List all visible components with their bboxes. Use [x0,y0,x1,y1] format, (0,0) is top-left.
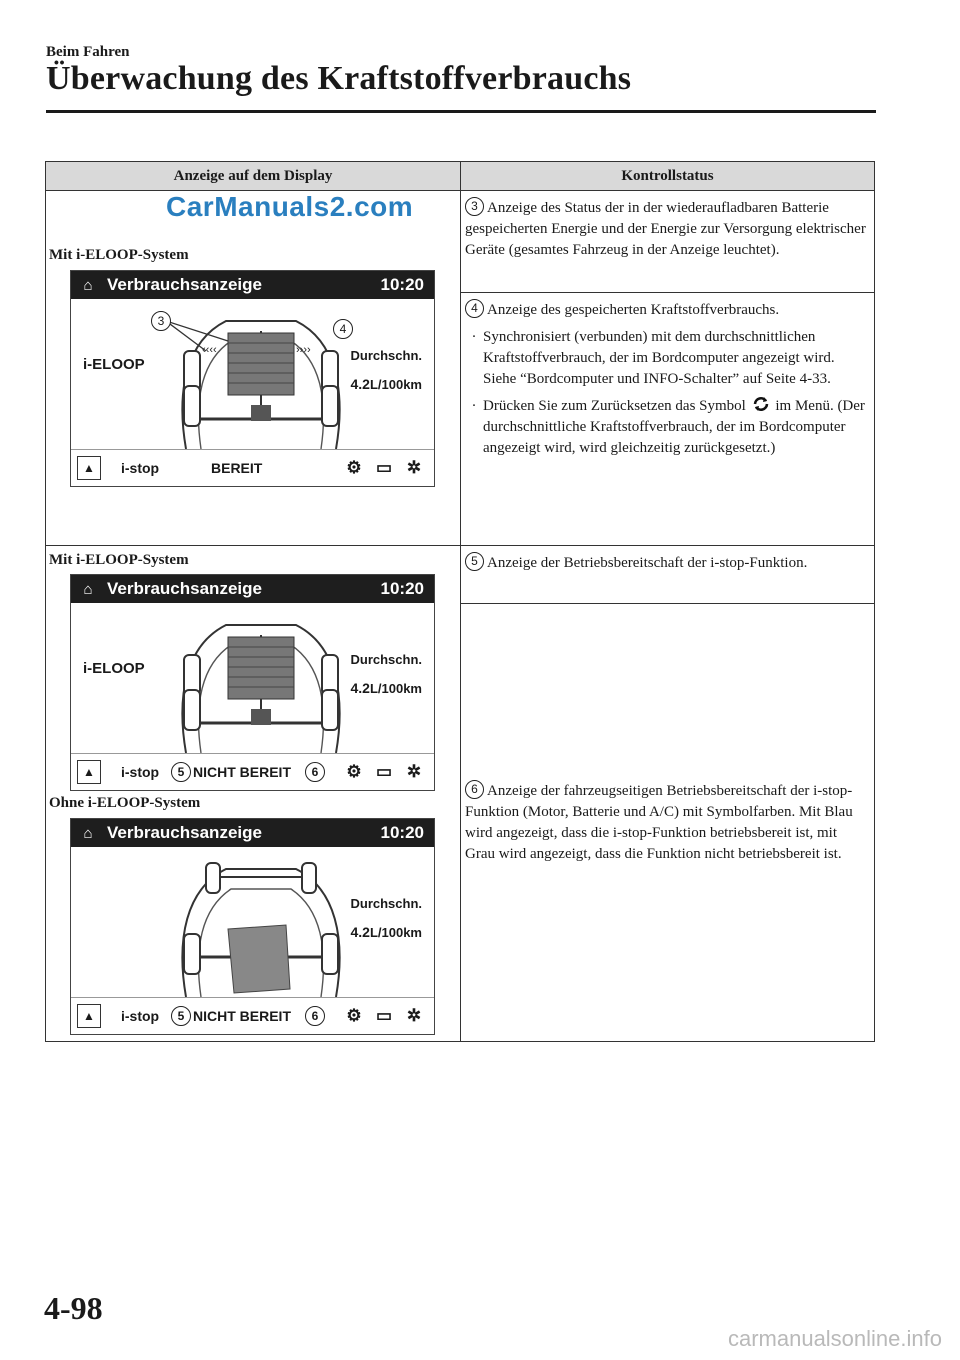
bullet-1: · Synchronisiert (verbunden) mit dem durchschnittlichen Kraftstoffverbrauch, der im Bordcomputer angezeigt wird. Siehe “Bordcomputer und INFO-Schalter” auf Seite 4-33. [471,329,835,387]
system-label-with-eloop-2: Mit i-ELOOP-System [49,552,189,568]
screen-title: Verbrauchsanzeige [107,823,262,842]
bullet-1-text: Synchronisiert (verbunden) mit dem durchschnittlichen Kraftstoffverbrauch, der im Bordcomputer angezeigt wird. [483,329,835,366]
average-unit: L/100km [369,377,422,392]
home-icon: ⌂ [83,580,93,598]
desc-4-text: Anzeige des gespeicherten Kraftstoffverbrauchs. [487,302,780,318]
cell-desc-6 [461,604,875,1042]
system-label-with-eloop: Mit i-ELOOP-System [49,247,189,263]
screen-header [71,819,434,847]
average-number: 4.2 [350,924,370,940]
screen-callout-4: 4 [333,319,353,339]
page-title: Überwachung des Kraftstoffverbrauchs [46,60,632,97]
battery-icon: ▭ [375,1006,393,1025]
callout-5: 5 [465,552,484,571]
average-unit: L/100km [369,681,422,696]
istop-label: i-stop [121,764,160,780]
battery-icon: ▭ [375,762,393,781]
average-number: 4.2 [350,376,370,392]
screen-no-eloop [70,818,435,1035]
fan-icon: ✲ [406,762,422,781]
desc-6-text: Anzeige der fahrzeugseitigen Betriebsbereitschaft der i-stop-Funktion (Motor, Batterie und A/C) mit Symbolfarben. Mit Blau wird angezeigt, dass die i-stop-Funktion betriebsbereit ist, mit Grau wird angezeigt, dass die Funktion nicht betriebsbereit ist. [465,783,853,862]
fan-icon: ✲ [406,1006,422,1025]
screen-callout-3: 3 [151,311,171,331]
callout-4: 4 [465,299,484,318]
vehicle-diagram [166,605,356,755]
vehicle-diagram [166,849,356,999]
cell-desc-4 [461,293,875,546]
watermark-logo: CarManuals2.com [166,191,414,222]
screen-title: Verbrauchsanzeige [107,275,262,294]
istop-label: i-stop [121,460,160,476]
istop-label: i-stop [121,1008,160,1024]
status-icons [342,1004,426,1028]
section-label: Beim Fahren [46,44,130,60]
bullet-2-text-b: im Menü. (Der durchschnittliche Kraftstoffverbrauch, der im Bordcomputer angezeigt wird, wird gleichzeitig zurückgesetzt.) [483,398,865,456]
engine-icon: ⚙ [346,458,362,477]
desc-3-text: Anzeige des Status der in der wiederaufladbaren Batterie gespeicherten Energie und der Energie zur Versorgung elektrischer Geräte (gesamtes Fahrzeug in der Anzeige leuchtet). [465,200,866,258]
screen-footer [71,997,434,1034]
eloop-label: i-ELOOP [83,356,145,373]
screen-footer [71,753,434,790]
bullet-2-text-a: Drücken Sie zum Zurücksetzen das Symbol [483,398,746,414]
fan-icon: ✲ [406,458,422,477]
istop-status: NICHT BEREIT [193,764,291,780]
screen-header [71,271,434,299]
bullet-2: · Drücken Sie zum Zurücksetzen das Symbol im Menü. (Der durchschnittliche Kraftstoffverbrauch, der im Bordcomputer angezeigt wird, wird gleichzeitig zurückgesetzt.) [471,398,865,456]
desc-5-text: Anzeige der Betriebsbereitschaft der i-stop-Funktion. [487,555,808,571]
cell-desc-3 [461,191,875,293]
screen-callout-5: 5 [171,1006,191,1026]
screen-eloop-ready [70,270,435,487]
column-header-display: Anzeige auf dem Display [46,162,461,191]
chevron-up-icon: ▲ [77,456,101,480]
system-label-without-eloop: Ohne i-ELOOP-System [49,795,201,811]
istop-status: NICHT BEREIT [193,1008,291,1024]
engine-icon: ⚙ [346,762,362,781]
screen-header [71,575,434,603]
average-label: Durchschn. [350,896,422,911]
engine-icon: ⚙ [346,1006,362,1025]
chevron-up-icon: ▲ [77,1004,101,1028]
status-icons [342,456,426,480]
battery-icon: ▭ [375,458,393,477]
screen-time: 10:20 [380,823,424,842]
average-value [350,376,422,392]
home-icon: ⌂ [83,824,93,842]
vehicle-diagram [166,301,356,451]
screen-eloop-not-ready [70,574,435,791]
cell-desc-5 [461,546,875,604]
screen-title: Verbrauchsanzeige [107,579,262,598]
reset-icon [752,396,770,412]
average-number: 4.2 [350,680,370,696]
callout-6: 6 [465,780,484,799]
svg-text:‹‹‹‹: ‹‹‹‹ [202,344,217,356]
screen-callout-6: 6 [305,1006,325,1026]
average-label: Durchschn. [350,348,422,363]
home-icon: ⌂ [83,276,93,294]
chevron-up-icon: ▲ [77,760,101,784]
average-value [350,680,422,696]
status-icons [342,760,426,784]
callout-3: 3 [465,197,484,216]
screen-callout-5: 5 [171,762,191,782]
screen-footer [71,449,434,486]
screen-callout-6: 6 [305,762,325,782]
istop-status: BEREIT [211,460,263,476]
average-value [350,924,422,940]
average-unit: L/100km [369,925,422,940]
screen-time: 10:20 [380,579,424,598]
svg-text:››››: ›››› [296,344,311,356]
page-number: 4-98 [44,1290,103,1326]
eloop-label: i-ELOOP [83,660,145,677]
screen-time: 10:20 [380,275,424,294]
bullet-1-ref: Siehe “Bordcomputer und INFO-Schalter” auf Seite 4-33. [483,371,831,387]
average-label: Durchschn. [350,652,422,667]
title-rule [46,110,876,113]
footer-watermark: carmanualsonline.info [727,1326,942,1351]
column-header-status: Kontrollstatus [461,162,875,191]
